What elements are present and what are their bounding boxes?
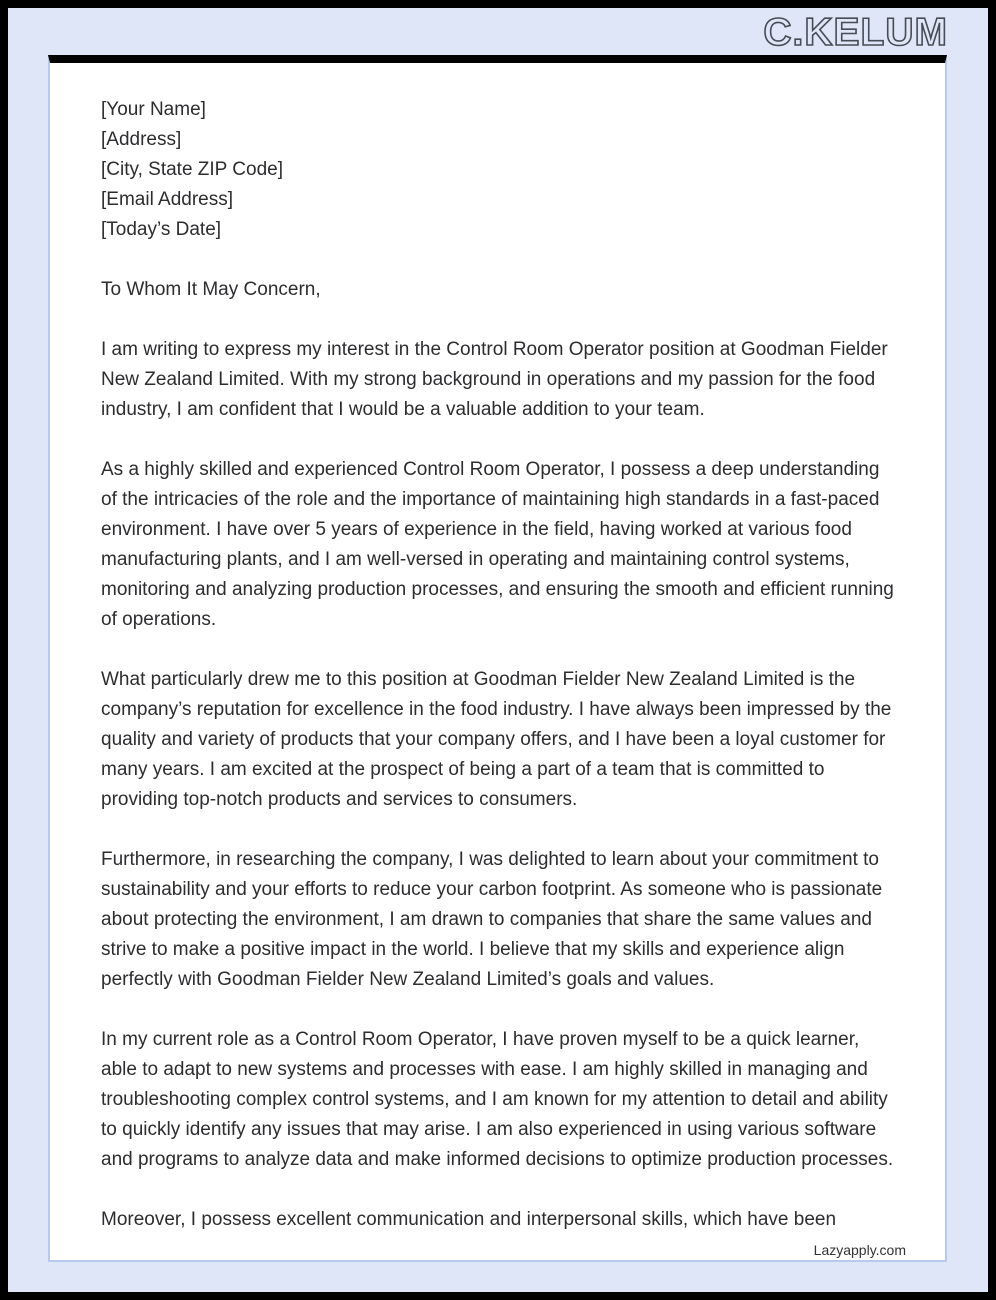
- lazyapply-watermark: Lazyapply.com: [813, 1242, 906, 1258]
- sender-info-block: [101, 95, 895, 245]
- sender-city-placeholder: [City, State ZIP Code]: [101, 159, 283, 180]
- letter-page: [48, 55, 947, 1262]
- sender-date-placeholder: [Today’s Date]: [101, 219, 222, 240]
- sender-name-placeholder: [Your Name]: [101, 99, 206, 120]
- paragraph-company-appeal: What particularly drew me to this position at Goodman Fielder New Zealand Limited is the company’s reputation for excellence in the food industry. I have always been impressed by the quality and variety of products that your company offers, and I have been a loyal customer for many years. I am excited at the prospect of being a part of a team that is committed to providing top-notch products and services to consumers.: [101, 669, 892, 810]
- sender-email-placeholder: [Email Address]: [101, 189, 233, 210]
- letter-body: [50, 63, 945, 1235]
- paragraph-experience: As a highly skilled and experienced Control Room Operator, I possess a deep understanding of the intricacies of the role and the importance of maintaining high standards in a fast-paced environment. I have over 5 years of experience in the field, having worked at various food manufacturing plants, and I am well-versed in operating and maintaining control systems, monitoring and analyzing production processes, and ensuring the smooth and efficient running of operations.: [101, 459, 894, 630]
- paragraph-overflow: Moreover, I possess excellent communication and interpersonal skills, which have been: [101, 1209, 837, 1230]
- paragraph-sustainability: Furthermore, in researching the company, I was delighted to learn about your commitment to sustainability and your efforts to reduce your carbon footprint. As someone who is passionate about protecting the environment, I am drawn to companies that share the same values and strive to make a positive impact in the world. I believe that my skills and experience align perfectly with Goodman Fielder New Zealand Limited’s goals and values.: [101, 849, 883, 990]
- paragraph-current-role: In my current role as a Control Room Operator, I have proven myself to be a quick learner, able to adapt to new systems and processes with ease. I am highly skilled in managing and troubleshooting complex control systems, and I am known for my attention to detail and ability to quickly identify any issues that may arise. I am also experienced in using various software and programs to analyze data and make informed decisions to optimize production processes.: [101, 1029, 894, 1170]
- brand-logo: C.KELUM: [763, 11, 948, 54]
- sender-address-placeholder: [Address]: [101, 129, 182, 150]
- paragraph-intro: I am writing to express my interest in the Control Room Operator position at Goodman Fielder New Zealand Limited. With my strong background in operations and my passion for the food industry, I am confident that I would be a valuable addition to your team.: [101, 339, 888, 420]
- salutation: To Whom It May Concern,: [101, 279, 321, 300]
